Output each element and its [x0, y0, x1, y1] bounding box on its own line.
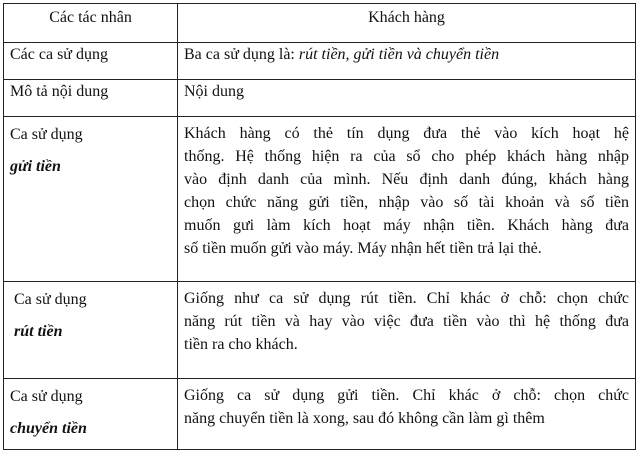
usecase-label-line1: Ca sử dụng — [10, 126, 83, 143]
row-content-cell — [178, 80, 636, 117]
row-content-prefix: Ba ca sử dụng là: — [184, 46, 299, 63]
row-label-cell — [4, 43, 178, 80]
header-customer-label: Khách hàng — [368, 9, 445, 26]
usecase-label-name: chuyển tiền — [10, 420, 87, 437]
row-content-cell — [178, 43, 636, 80]
usecase-label-line1: Ca sử dụng — [14, 291, 87, 308]
usecase-label-cell — [4, 282, 178, 379]
table-row — [4, 282, 636, 379]
usecase-description-cell — [178, 379, 636, 450]
usecase-description-cell — [178, 117, 636, 282]
table-row — [4, 80, 636, 117]
row-label: Các ca sử dụng — [10, 46, 108, 63]
row-content: Nội dung — [184, 83, 244, 100]
table-row — [4, 379, 636, 450]
usecase-label-line1: Ca sử dụng — [10, 388, 83, 405]
row-label: Mô tả nội dung — [10, 83, 109, 100]
description-line: năng rút tiền và hay vào việc đưa tiền vào thì hệ thống đưa — [184, 313, 629, 330]
description-line: muốn gưi làm kích hoạt máy nhận tiền. Khách hàng đưa — [184, 217, 629, 234]
description-line: Giống ca sử dụng gửi tiền. Chỉ khác ở chỗ: chọn chức — [184, 387, 629, 404]
description-line: tiền ra cho khách. — [184, 336, 298, 353]
description-line: thống. Hệ thống hiện ra của sổ cho phép khách hàng nhập — [184, 148, 629, 165]
usecase-label-cell — [4, 117, 178, 282]
row-content-italic: rút tiền, gửi tiền và chuyển tiền — [298, 46, 500, 63]
description-line: Giống như ca sử dụng rút tiền. Chỉ khác ở chỗ: chọn chức — [184, 290, 629, 307]
usecase-label-name: rút tiền — [14, 323, 63, 340]
header-actors-label: Các tác nhân — [49, 9, 132, 26]
header-actors-cell — [4, 4, 178, 43]
usecase-table — [3, 3, 636, 450]
header-customer-cell — [178, 4, 636, 43]
description-line: số tiền muốn gửi vào máy. Máy nhận hết tiền trả lại thẻ. — [184, 240, 542, 257]
description-line: năng chuyển tiền là xong, sau đó không cần làm gì thêm — [184, 410, 545, 427]
description-line: chọn chức năng gửi tiền, nhập vào số tài khoản và số tiền — [184, 194, 629, 211]
table-row — [4, 117, 636, 282]
description-line: Khách hàng có thẻ tín dụng đưa thẻ vào kích hoạt hệ — [184, 125, 629, 142]
table-header-row — [4, 4, 636, 43]
usecase-label-name: gửi tiền — [10, 158, 61, 175]
table-row — [4, 43, 636, 80]
row-label-cell — [4, 80, 178, 117]
usecase-label-cell — [4, 379, 178, 450]
description-line: vào định danh của mình. Nếu định danh đúng, khách hàng — [184, 171, 629, 188]
usecase-description-cell — [178, 282, 636, 379]
